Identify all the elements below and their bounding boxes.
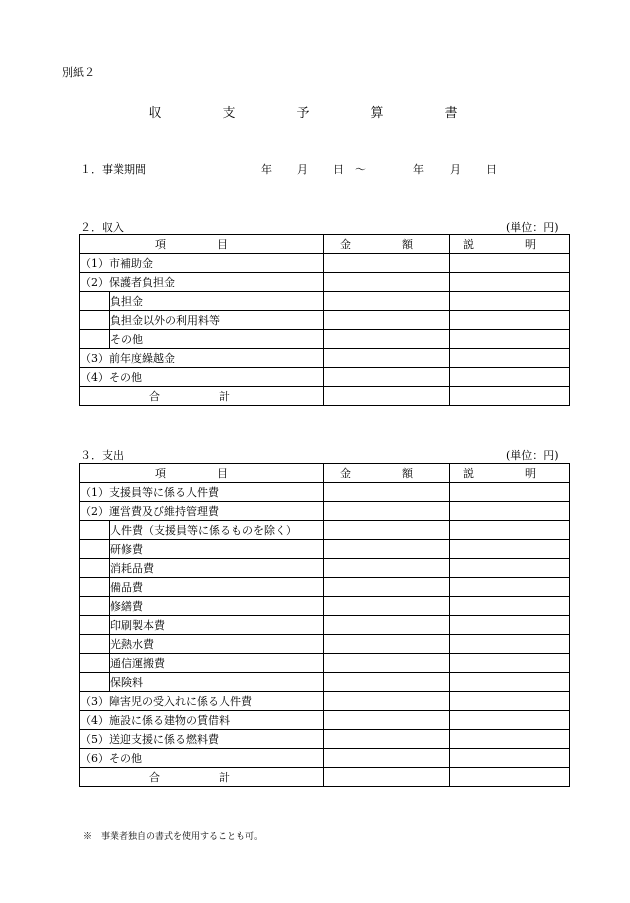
income-row (80, 311, 570, 330)
income-amount-cell[interactable] (324, 292, 450, 311)
period-month-start: 月 (297, 163, 308, 176)
expense-item-label: （5）送迎支援に係る燃料費 (80, 730, 324, 749)
expense-amount-cell[interactable] (324, 578, 450, 597)
income-table (79, 234, 570, 406)
income-description-cell[interactable] (450, 273, 570, 292)
expense-amount-cell[interactable] (324, 654, 450, 673)
expense-description-cell[interactable] (450, 711, 570, 730)
income-total-amount[interactable] (324, 387, 450, 406)
expense-amount-cell[interactable] (324, 483, 450, 502)
income-row (80, 292, 570, 311)
indent-cell (80, 635, 110, 654)
income-amount-cell[interactable] (324, 254, 450, 273)
expense-description-cell[interactable] (450, 483, 570, 502)
expense-row (80, 749, 570, 768)
expense-row (80, 730, 570, 749)
period-year-end: 年 (413, 163, 424, 176)
income-item-label: 負担金 (110, 292, 324, 311)
col-header-item: 項 目 (80, 235, 324, 254)
col-header-amount: 金 額 (324, 235, 450, 254)
expense-amount-cell[interactable] (324, 711, 450, 730)
col-header-description: 説 明 (450, 235, 570, 254)
income-amount-cell[interactable] (324, 349, 450, 368)
indent-cell (80, 521, 110, 540)
expense-item-label: 保険料 (110, 673, 324, 692)
expense-amount-cell[interactable] (324, 597, 450, 616)
income-item-label: （3）前年度繰越金 (80, 349, 324, 368)
expense-row (80, 578, 570, 597)
expense-description-cell[interactable] (450, 559, 570, 578)
expense-item-label: 通信運搬費 (110, 654, 324, 673)
expense-row (80, 616, 570, 635)
income-row (80, 273, 570, 292)
income-row (80, 349, 570, 368)
income-amount-cell[interactable] (324, 311, 450, 330)
income-total-label: 合 計 (80, 387, 324, 406)
period-year-start: 年 (261, 163, 272, 176)
income-header-row (80, 235, 570, 254)
expense-row (80, 559, 570, 578)
expense-total-description[interactable] (450, 768, 570, 787)
income-item-label: （4）その他 (80, 368, 324, 387)
expense-row (80, 502, 570, 521)
income-description-cell[interactable] (450, 292, 570, 311)
income-unit: (単位：円) (506, 221, 559, 234)
expense-item-label: 印刷製本費 (110, 616, 324, 635)
income-item-label: （2）保護者負担金 (80, 273, 324, 292)
indent-cell (80, 559, 110, 578)
period-day-end: 日 (486, 163, 497, 176)
expense-item-label: （3）障害児の受入れに係る人件費 (80, 692, 324, 711)
expense-description-cell[interactable] (450, 730, 570, 749)
income-section-label: ２．収入 (80, 221, 124, 234)
income-description-cell[interactable] (450, 368, 570, 387)
income-description-cell[interactable] (450, 311, 570, 330)
expense-description-cell[interactable] (450, 616, 570, 635)
expense-item-label: 光熱水費 (110, 635, 324, 654)
expense-amount-cell[interactable] (324, 692, 450, 711)
expense-row (80, 483, 570, 502)
income-row (80, 254, 570, 273)
expense-amount-cell[interactable] (324, 616, 450, 635)
expense-item-label: 修繕費 (110, 597, 324, 616)
income-total-description[interactable] (450, 387, 570, 406)
expense-item-label: 研修費 (110, 540, 324, 559)
appendix-label: 別紙２ (62, 66, 95, 79)
expense-item-label: （4）施設に係る建物の賃借料 (80, 711, 324, 730)
expense-row (80, 673, 570, 692)
expense-unit: (単位：円) (506, 449, 559, 462)
expense-description-cell[interactable] (450, 673, 570, 692)
income-description-cell[interactable] (450, 254, 570, 273)
expense-amount-cell[interactable] (324, 521, 450, 540)
indent-cell (80, 311, 110, 330)
indent-cell (80, 597, 110, 616)
expense-total-row (80, 768, 570, 787)
expense-section-label: ３．支出 (80, 449, 124, 462)
income-amount-cell[interactable] (324, 368, 450, 387)
period-month-end: 月 (450, 163, 461, 176)
expense-item-label: （1）支援員等に係る人件費 (80, 483, 324, 502)
income-row (80, 330, 570, 349)
expense-item-label: 備品費 (110, 578, 324, 597)
expense-row (80, 540, 570, 559)
income-item-label: 負担金以外の利用料等 (110, 311, 324, 330)
expense-item-label: （2）運営費及び維持管理費 (80, 502, 324, 521)
period-label: １．事業期間 (80, 163, 146, 176)
period-day-start: 日 (333, 163, 344, 176)
expense-description-cell[interactable] (450, 597, 570, 616)
indent-cell (80, 673, 110, 692)
expense-description-cell[interactable] (450, 635, 570, 654)
income-amount-cell[interactable] (324, 330, 450, 349)
indent-cell (80, 292, 110, 311)
expense-description-cell[interactable] (450, 692, 570, 711)
expense-total-label: 合 計 (80, 768, 324, 787)
income-description-cell[interactable] (450, 349, 570, 368)
expense-item-label: （6）その他 (80, 749, 324, 768)
indent-cell (80, 330, 110, 349)
footnote: ※ 事業者独自の書式を使用することも可。 (83, 832, 264, 842)
expense-amount-cell[interactable] (324, 749, 450, 768)
income-total-row (80, 387, 570, 406)
expense-row (80, 597, 570, 616)
expense-row (80, 521, 570, 540)
expense-amount-cell[interactable] (324, 730, 450, 749)
expense-row (80, 654, 570, 673)
expense-amount-cell[interactable] (324, 673, 450, 692)
col-header-item: 項 目 (80, 464, 324, 483)
document-title: 収 支 予 算 書 (148, 106, 482, 121)
expense-description-cell[interactable] (450, 540, 570, 559)
col-header-amount: 金 額 (324, 464, 450, 483)
expense-amount-cell[interactable] (324, 559, 450, 578)
income-item-label: （1）市補助金 (80, 254, 324, 273)
expense-header-row (80, 464, 570, 483)
expense-amount-cell[interactable] (324, 635, 450, 654)
expense-row (80, 711, 570, 730)
period-tilde: 〜 (355, 163, 366, 176)
expense-description-cell[interactable] (450, 502, 570, 521)
income-row (80, 368, 570, 387)
expense-total-amount[interactable] (324, 768, 450, 787)
expense-description-cell[interactable] (450, 578, 570, 597)
expense-table (79, 463, 570, 787)
expense-description-cell[interactable] (450, 749, 570, 768)
indent-cell (80, 654, 110, 673)
indent-cell (80, 578, 110, 597)
expense-description-cell[interactable] (450, 521, 570, 540)
income-description-cell[interactable] (450, 330, 570, 349)
col-header-description: 説 明 (450, 464, 570, 483)
expense-amount-cell[interactable] (324, 502, 450, 521)
indent-cell (80, 540, 110, 559)
expense-row (80, 692, 570, 711)
expense-item-label: 人件費（支援員等に係るものを除く） (110, 521, 324, 540)
income-amount-cell[interactable] (324, 273, 450, 292)
income-item-label: その他 (110, 330, 324, 349)
expense-description-cell[interactable] (450, 654, 570, 673)
expense-item-label: 消耗品費 (110, 559, 324, 578)
indent-cell (80, 616, 110, 635)
expense-amount-cell[interactable] (324, 540, 450, 559)
expense-row (80, 635, 570, 654)
